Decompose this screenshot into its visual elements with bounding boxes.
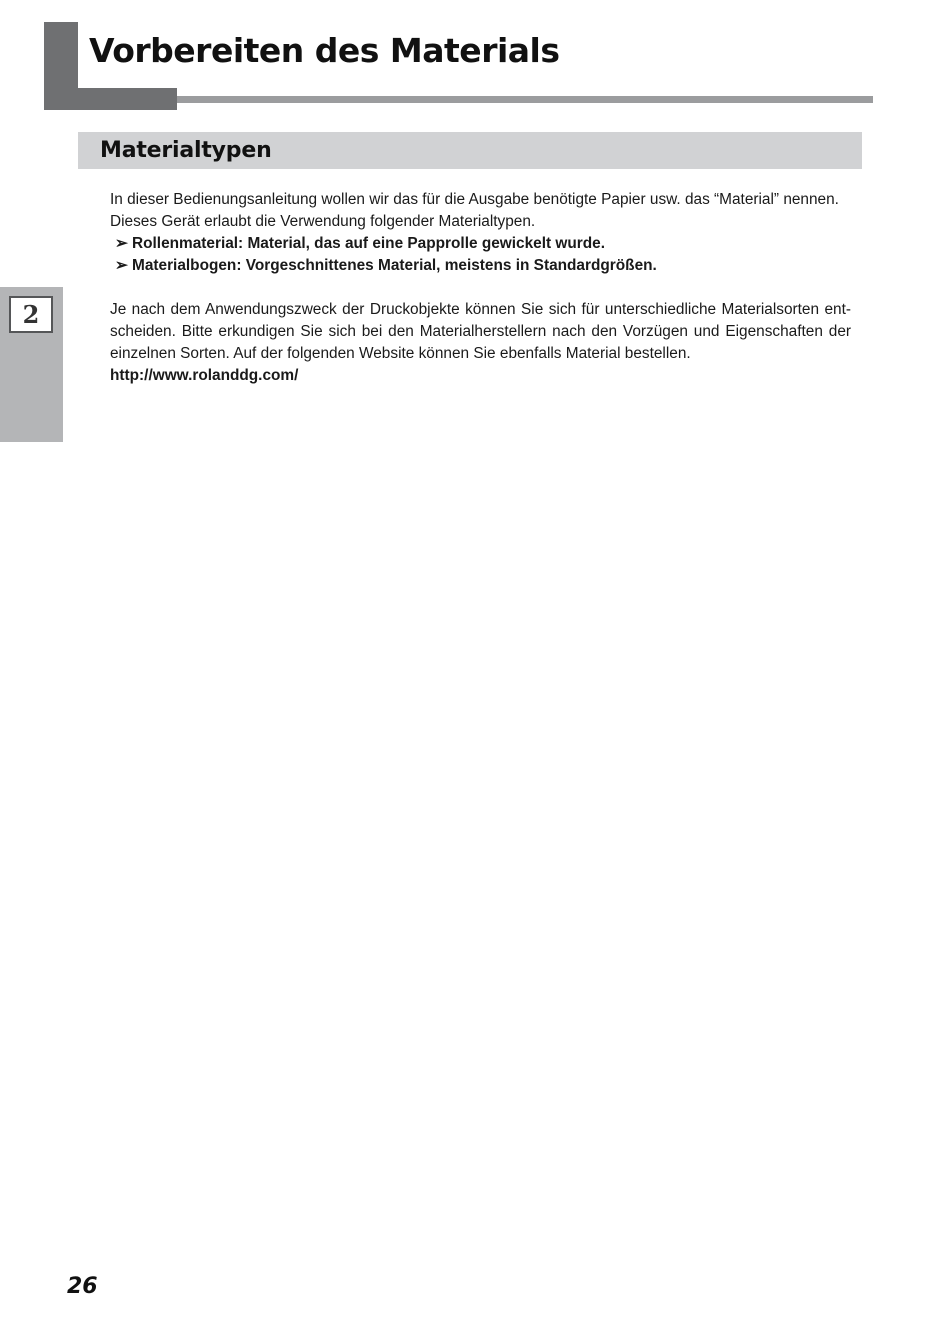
chapter-number-badge: 2: [9, 296, 53, 333]
body-text: [110, 189, 851, 387]
page-number: 26: [67, 1274, 98, 1299]
arrow-bullet-icon: ➢: [115, 257, 128, 274]
intro-line: Dieses Gerät erlaubt die Verwendung folgender Materialtypen.: [110, 213, 536, 230]
list-item: [110, 255, 851, 277]
intro-line: In dieser Bedienungsanleitung wollen wir das für die Ausgabe benötigte Papier usw. das “Material” nennen.: [110, 191, 839, 208]
arrow-bullet-icon: ➢: [115, 235, 128, 252]
paragraph-line: scheiden. Bitte erkundigen Sie sich bei den Materialherstellern nach den Vorzügen und Eigenschaften der: [110, 323, 851, 340]
paragraph-line: einzelnen Sorten. Auf der folgenden Website können Sie ebenfalls Material bestellen.: [110, 345, 691, 362]
website-link[interactable]: http://www.rolanddg.com/: [110, 367, 299, 384]
list-item-text: Rollenmaterial: Material, das auf eine Papprolle gewickelt wurde.: [132, 235, 605, 252]
chapter-title: Vorbereiten des Materials: [89, 31, 560, 70]
paragraph-line: Je nach dem Anwendungszweck der Druckobjekte können Sie sich für unterschiedliche Materialsorten ent-: [110, 301, 851, 318]
list-item: [110, 233, 851, 255]
list-item-text: Materialbogen: Vorgeschnittenes Material, meistens in Standardgrößen.: [132, 257, 657, 274]
section-title: Materialtypen: [100, 138, 272, 163]
chapter-title-rule: [177, 96, 873, 103]
chapter-marker-underbar: [44, 88, 177, 110]
paragraph-gap: [110, 277, 851, 299]
